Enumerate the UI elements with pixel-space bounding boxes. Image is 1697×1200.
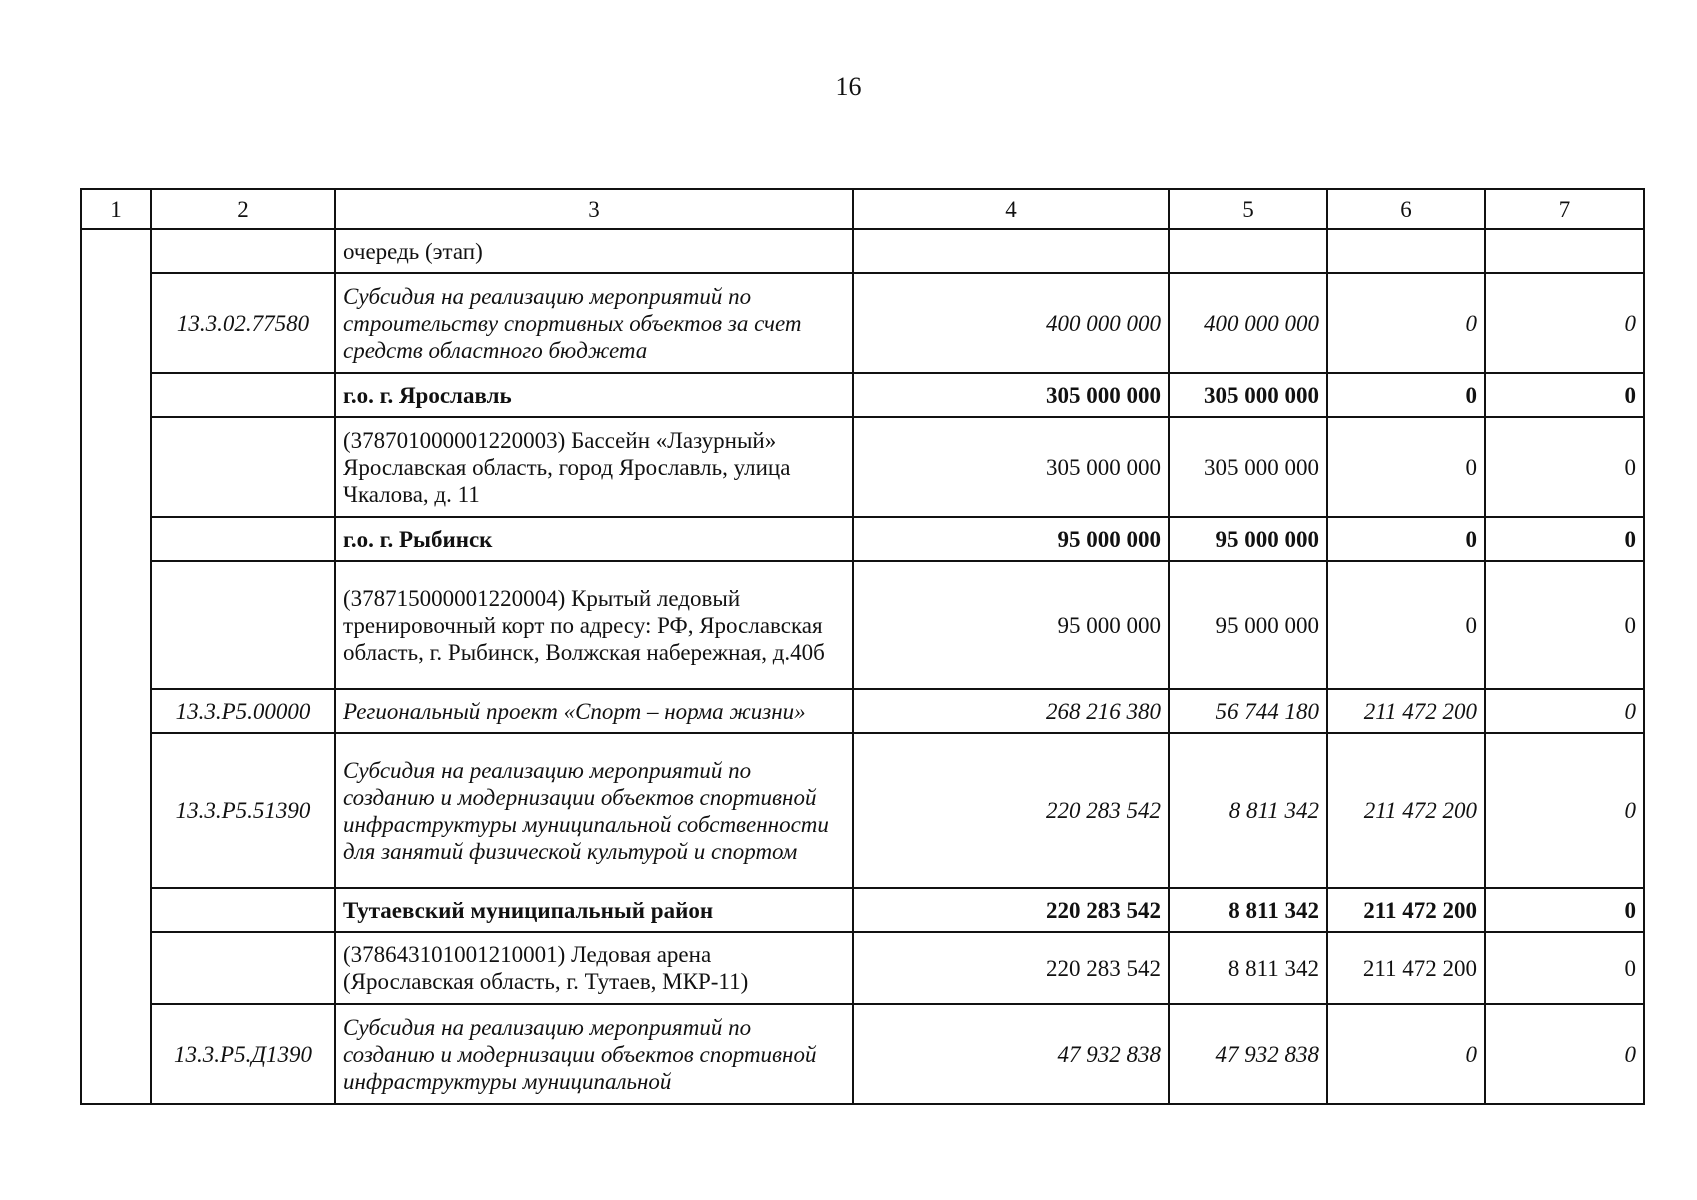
name-cell: Субсидия на реализацию мероприятий по созданию и модернизации объектов спортивной инфраструктуры муниципальной собственности для занятий физической культурой и спортом	[335, 733, 853, 888]
value-cell-5: 305 000 000	[1169, 417, 1327, 517]
value-cell-6: 0	[1327, 561, 1485, 689]
value-cell-6: 0	[1327, 1004, 1485, 1104]
value-cell-4: 400 000 000	[853, 273, 1169, 373]
code-cell	[151, 888, 335, 932]
column-header: 2	[151, 189, 335, 229]
value-cell-6: 211 472 200	[1327, 932, 1485, 1004]
code-cell	[151, 229, 335, 273]
value-cell-5: 8 811 342	[1169, 733, 1327, 888]
value-cell-5: 8 811 342	[1169, 932, 1327, 1004]
value-cell-5: 95 000 000	[1169, 561, 1327, 689]
column-header: 4	[853, 189, 1169, 229]
code-cell	[151, 932, 335, 1004]
value-cell-4: 95 000 000	[853, 561, 1169, 689]
name-cell: Субсидия на реализацию мероприятий по строительству спортивных объектов за счет средств областного бюджета	[335, 273, 853, 373]
value-cell-7: 0	[1485, 561, 1644, 689]
code-cell: 13.3.02.77580	[151, 273, 335, 373]
column-header: 1	[81, 189, 151, 229]
column-1-cell	[81, 229, 151, 1104]
value-cell-7: 0	[1485, 689, 1644, 733]
code-cell	[151, 417, 335, 517]
table-row	[81, 932, 1644, 1004]
table-row	[81, 229, 1644, 273]
name-cell: Тутаевский муниципальный район	[335, 888, 853, 932]
value-cell-4: 268 216 380	[853, 689, 1169, 733]
table-row	[81, 689, 1644, 733]
value-cell-7: 0	[1485, 1004, 1644, 1104]
code-cell	[151, 373, 335, 417]
table-row	[81, 1004, 1644, 1104]
value-cell-4: 220 283 542	[853, 733, 1169, 888]
code-cell	[151, 517, 335, 561]
table-row	[81, 373, 1644, 417]
value-cell-4: 220 283 542	[853, 932, 1169, 1004]
header-row	[81, 189, 1644, 229]
column-header: 6	[1327, 189, 1485, 229]
value-cell-4: 47 932 838	[853, 1004, 1169, 1104]
name-cell: Региональный проект «Спорт – норма жизни»	[335, 689, 853, 733]
column-header: 7	[1485, 189, 1644, 229]
value-cell-7: 0	[1485, 273, 1644, 373]
value-cell-7: 0	[1485, 932, 1644, 1004]
value-cell-4: 305 000 000	[853, 417, 1169, 517]
value-cell-7	[1485, 229, 1644, 273]
value-cell-6: 0	[1327, 373, 1485, 417]
value-cell-6: 211 472 200	[1327, 733, 1485, 888]
value-cell-6: 0	[1327, 517, 1485, 561]
value-cell-5: 47 932 838	[1169, 1004, 1327, 1104]
name-cell: (378643101001210001) Ледовая арена (Ярославская область, г. Тутаев, МКР-11)	[335, 932, 853, 1004]
value-cell-7: 0	[1485, 517, 1644, 561]
name-cell: г.о. г. Ярославль	[335, 373, 853, 417]
value-cell-5: 8 811 342	[1169, 888, 1327, 932]
value-cell-5	[1169, 229, 1327, 273]
column-header: 5	[1169, 189, 1327, 229]
code-cell: 13.3.Р5.00000	[151, 689, 335, 733]
value-cell-4: 305 000 000	[853, 373, 1169, 417]
table-row	[81, 517, 1644, 561]
value-cell-6: 211 472 200	[1327, 888, 1485, 932]
column-header: 3	[335, 189, 853, 229]
name-cell: г.о. г. Рыбинск	[335, 517, 853, 561]
value-cell-6: 0	[1327, 417, 1485, 517]
value-cell-5: 400 000 000	[1169, 273, 1327, 373]
value-cell-6	[1327, 229, 1485, 273]
table-row	[81, 733, 1644, 888]
value-cell-4: 220 283 542	[853, 888, 1169, 932]
table-row	[81, 561, 1644, 689]
value-cell-7: 0	[1485, 417, 1644, 517]
name-cell: (378715000001220004) Крытый ледовый тренировочный корт по адресу: РФ, Ярославская область, г. Рыбинск, Волжская набережная, д.40б	[335, 561, 853, 689]
table-row	[81, 888, 1644, 932]
value-cell-4: 95 000 000	[853, 517, 1169, 561]
value-cell-4	[853, 229, 1169, 273]
budget-table	[80, 188, 1645, 1105]
value-cell-6: 211 472 200	[1327, 689, 1485, 733]
value-cell-5: 95 000 000	[1169, 517, 1327, 561]
table-row	[81, 273, 1644, 373]
name-cell: очередь (этап)	[335, 229, 853, 273]
name-cell: Субсидия на реализацию мероприятий по созданию и модернизации объектов спортивной инфраструктуры муниципальной	[335, 1004, 853, 1104]
value-cell-5: 305 000 000	[1169, 373, 1327, 417]
code-cell: 13.3.Р5.Д1390	[151, 1004, 335, 1104]
value-cell-7: 0	[1485, 733, 1644, 888]
code-cell: 13.3.Р5.51390	[151, 733, 335, 888]
value-cell-7: 0	[1485, 373, 1644, 417]
value-cell-5: 56 744 180	[1169, 689, 1327, 733]
value-cell-6: 0	[1327, 273, 1485, 373]
name-cell: (378701000001220003) Бассейн «Лазурный» Ярославская область, город Ярославль, улица Чкалова, д. 11	[335, 417, 853, 517]
value-cell-7: 0	[1485, 888, 1644, 932]
table-row	[81, 417, 1644, 517]
code-cell	[151, 561, 335, 689]
page-number: 16	[835, 72, 862, 101]
